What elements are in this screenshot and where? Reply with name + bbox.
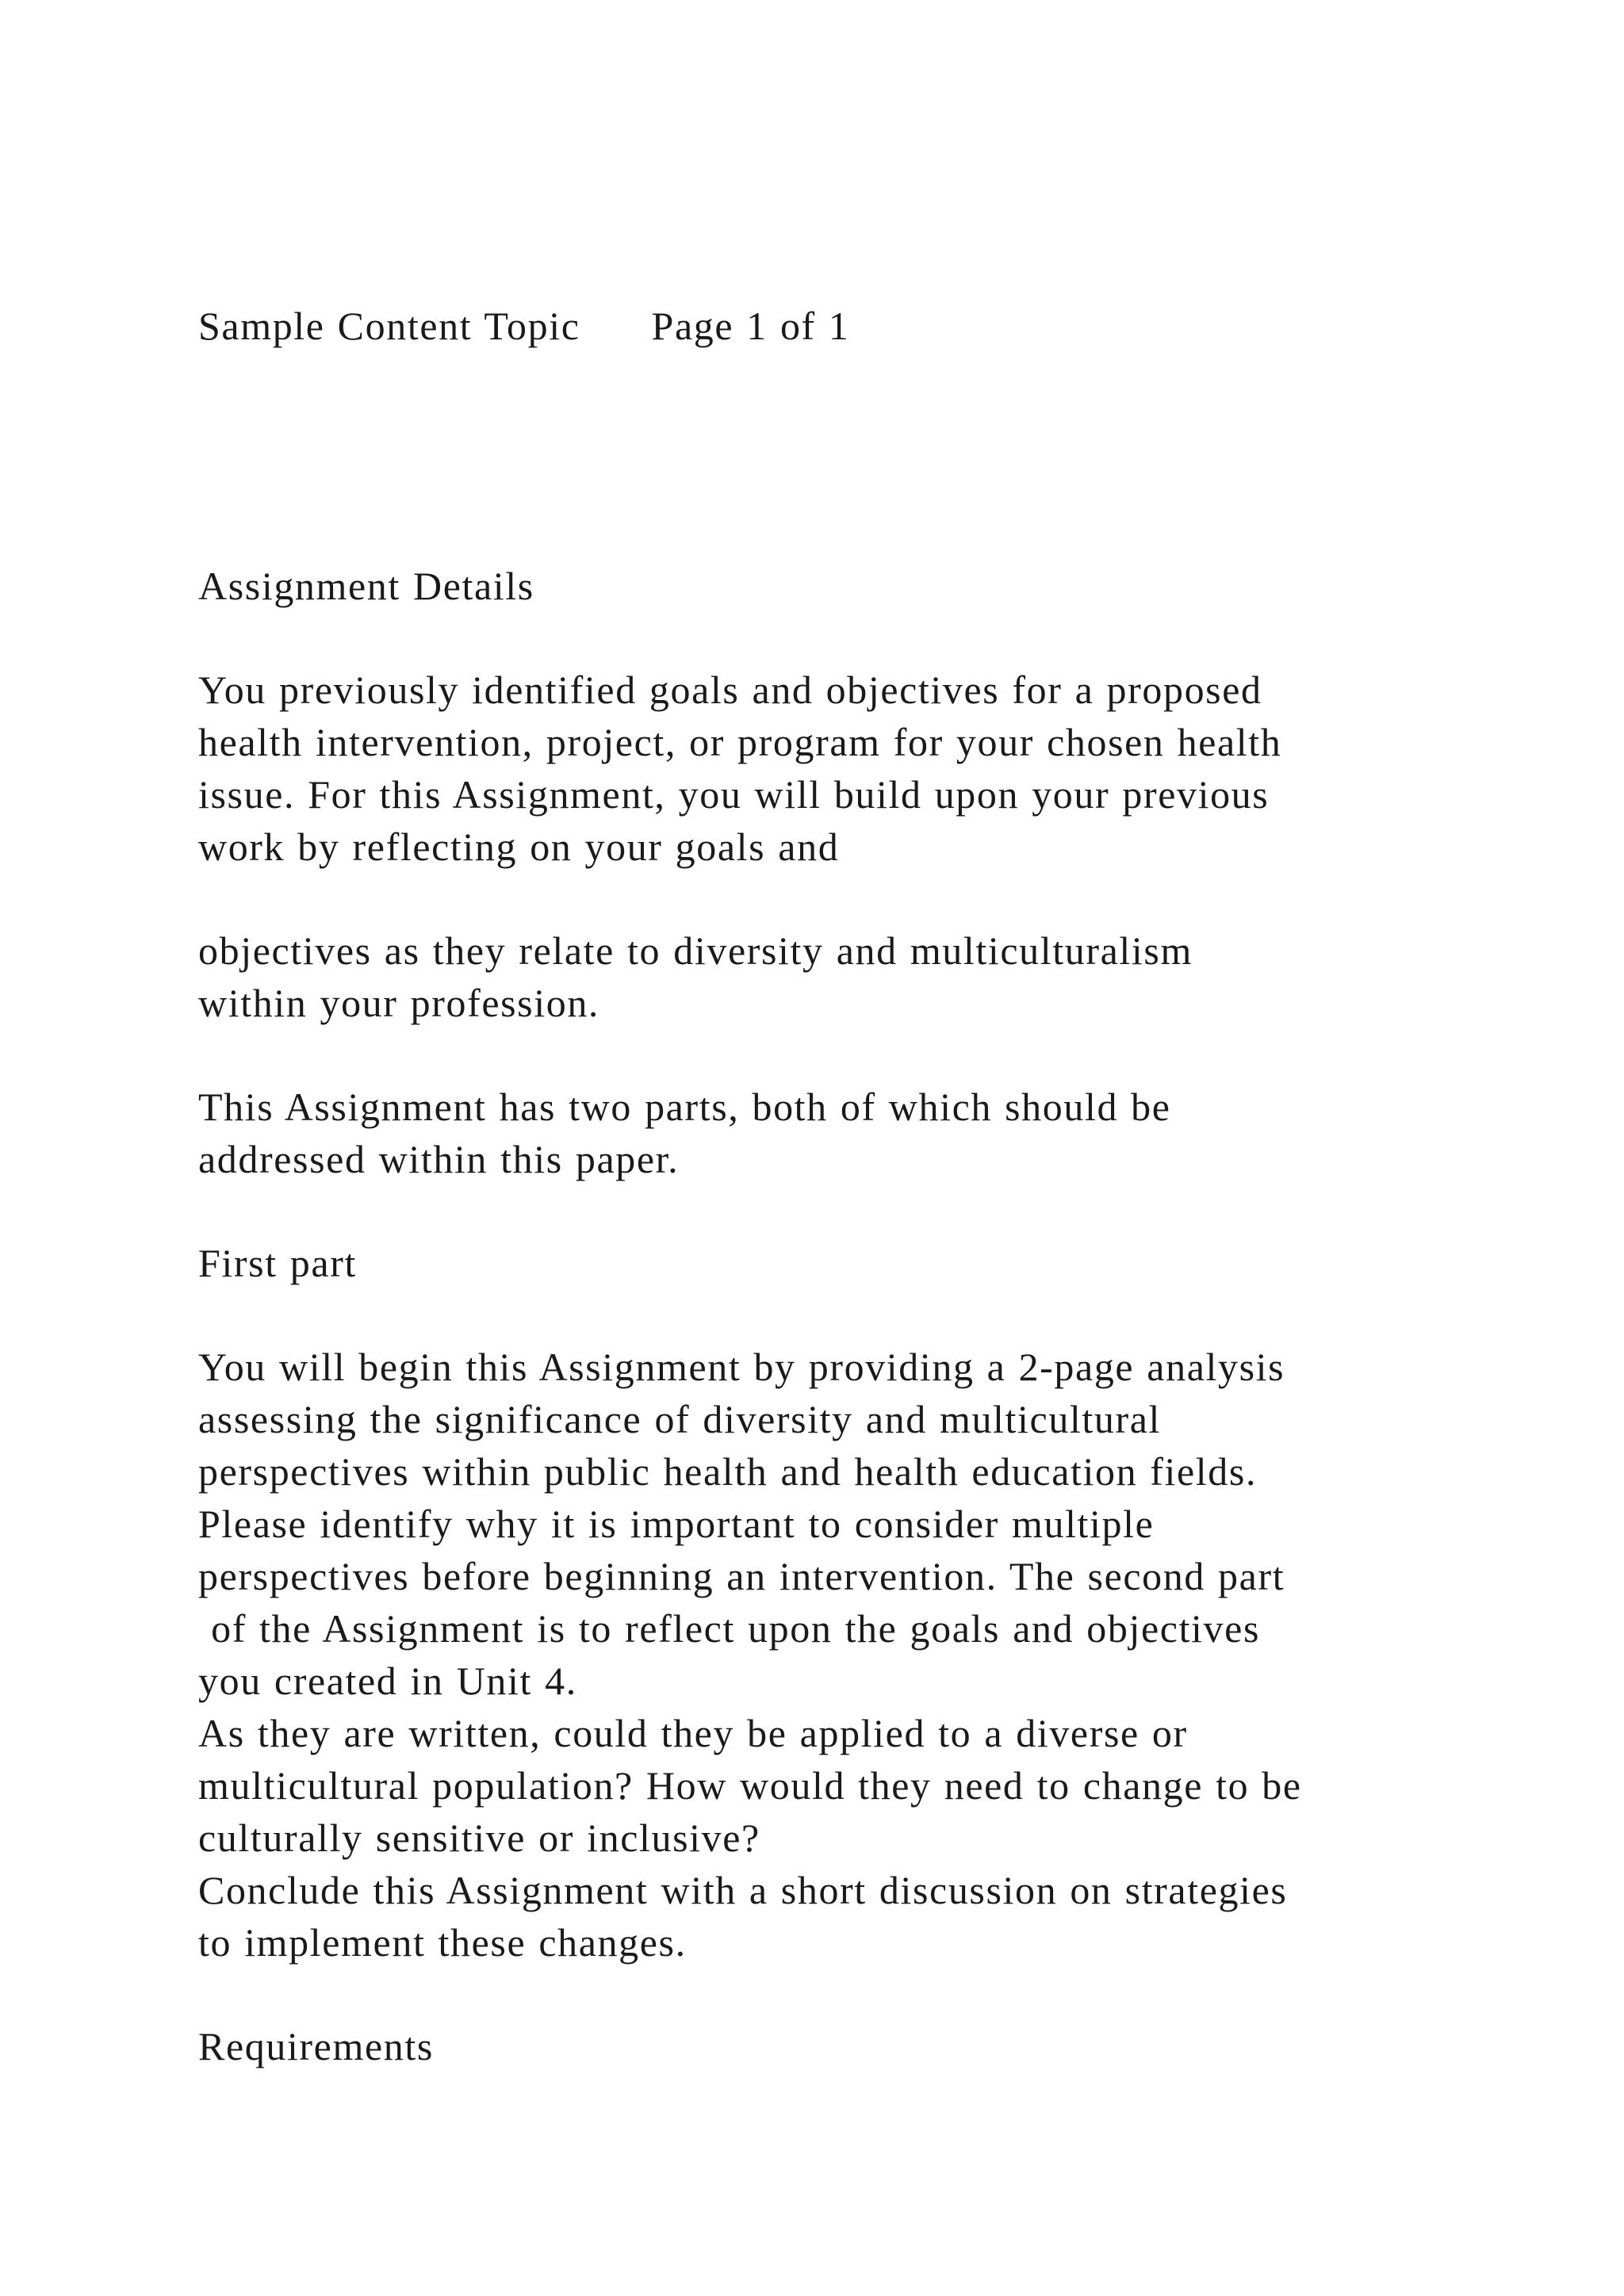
paragraph-line: You previously identified goals and objectives for a proposed bbox=[198, 668, 1262, 712]
paragraph-line: Conclude this Assignment with a short discussion on strategies bbox=[198, 1868, 1288, 1912]
page-indicator: Page 1 of 1 bbox=[651, 304, 850, 348]
section-heading-first-part: First part bbox=[198, 1241, 357, 1285]
section-heading-assignment-details: Assignment Details bbox=[198, 564, 534, 608]
paragraph-line: This Assignment has two parts, both of which should be bbox=[198, 1085, 1171, 1129]
paragraph-line: you created in Unit 4. bbox=[198, 1659, 577, 1703]
paragraph-line: You will begin this Assignment by providing a 2-page analysis bbox=[198, 1345, 1285, 1389]
paragraph-line: to implement these changes. bbox=[198, 1920, 687, 1965]
section-heading-requirements: Requirements bbox=[198, 2024, 434, 2068]
paragraph-line: of the Assignment is to reflect upon the goals and objectives bbox=[198, 1606, 1260, 1651]
paragraph-line: addressed within this paper. bbox=[198, 1137, 680, 1181]
header-topic: Sample Content Topic bbox=[198, 304, 580, 348]
paragraph-line: within your profession. bbox=[198, 981, 600, 1025]
paragraph-line: assessing the significance of diversity and multicultural bbox=[198, 1397, 1162, 1441]
paragraph-line: perspectives before beginning an intervention. The second part bbox=[198, 1554, 1285, 1598]
paragraph-line: As they are written, could they be applied to a diverse or bbox=[198, 1711, 1188, 1755]
paragraph-line: health intervention, project, or program for your chosen health bbox=[198, 720, 1282, 764]
paragraph-line: Please identify why it is important to consider multiple bbox=[198, 1502, 1155, 1546]
paragraph-line: perspectives within public health and health education fields. bbox=[198, 1449, 1258, 1494]
paragraph-line: culturally sensitive or inclusive? bbox=[198, 1816, 760, 1860]
paragraph-line: issue. For this Assignment, you will build upon your previous bbox=[198, 772, 1270, 817]
paragraph-line: multicultural population? How would they need to change to be bbox=[198, 1763, 1302, 1808]
paragraph-line: work by reflecting on your goals and bbox=[198, 825, 840, 869]
paragraph-line: objectives as they relate to diversity and multiculturalism bbox=[198, 928, 1193, 973]
header-line bbox=[198, 306, 850, 346]
